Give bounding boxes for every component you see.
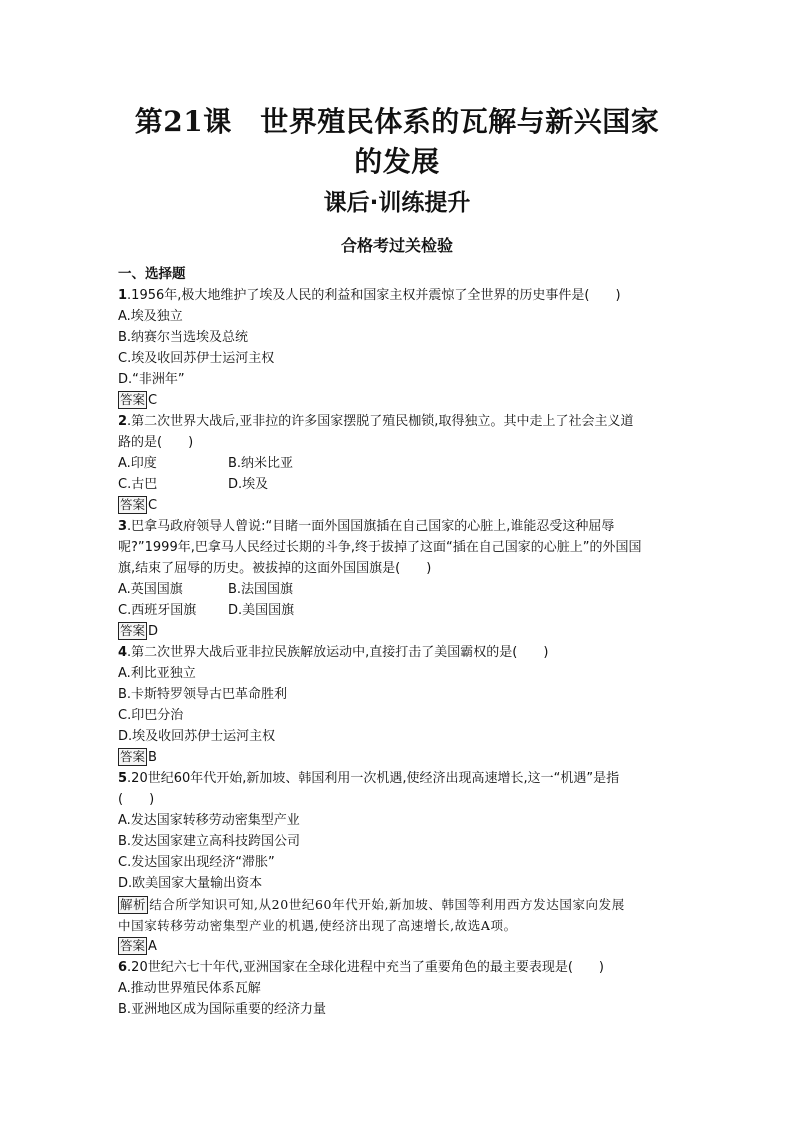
option: D.美国国旗 — [228, 603, 295, 618]
answer-value: C — [148, 498, 158, 513]
option: B.纳赛尔当选埃及总统 — [118, 330, 249, 345]
question-stem-continued: 路的是( ) — [118, 435, 194, 450]
option: B.亚洲地区成为国际重要的经济力量 — [118, 1002, 327, 1017]
analysis-tag: 解析 — [120, 897, 147, 912]
option: B.纳米比亚 — [228, 456, 294, 471]
answer-line — [118, 495, 678, 516]
answer-value: B — [148, 750, 157, 765]
answer-tag: 答案 — [120, 623, 146, 638]
answer-value: C — [148, 393, 158, 408]
analysis-line: 解析 结合所学知识可知,从20世纪60年代开始,新加坡、韩国等利用西方发达国家向发展 — [120, 897, 625, 912]
answer-tag: 答案 — [120, 497, 146, 512]
lesson-title-line-2: 的发展 — [354, 145, 440, 178]
answer-tag: 答案 — [120, 749, 146, 764]
option-row — [118, 600, 678, 621]
option: C.发达国家出现经济“滞胀” — [118, 855, 275, 870]
option: B.卡斯特罗领导古巴革命胜利 — [118, 687, 288, 702]
option: B.法国国旗 — [228, 582, 294, 597]
option: A.发达国家转移劳动密集型产业 — [118, 813, 300, 828]
option-row — [118, 474, 678, 495]
option-row — [118, 579, 678, 600]
section-title: 合格考过关检验 — [340, 236, 453, 255]
answer-tag: 答案 — [120, 938, 146, 953]
question-stem-continued: 呢?”1999年,巴拿马人民经过长期的斗争,终于拔掉了这面“插在自己国家的心脏上”的外国国 — [118, 540, 642, 555]
option-row — [118, 453, 678, 474]
part-heading: 一、选择题 — [118, 266, 186, 282]
answer-line — [118, 936, 678, 957]
option: A.利比亚独立 — [118, 666, 196, 681]
option: C.埃及收回苏伊士运河主权 — [118, 351, 275, 366]
option: A.埃及独立 — [118, 309, 183, 324]
lesson-title-line-1: 第21课 世界殖民体系的瓦解与新兴国家 — [134, 105, 660, 138]
answer-tag: 答案 — [120, 392, 146, 407]
question-stem-continued: 旗,结束了屈辱的历史。被拔掉的这面外国国旗是( ) — [118, 561, 432, 576]
answer-line — [118, 621, 678, 642]
question-2-stem: 2.第二次世界大战后,亚非拉的许多国家摆脱了殖民枷锁,取得独立。其中走上了社会主义道 — [118, 414, 634, 429]
answer-line — [118, 747, 678, 768]
question-3-stem: 3.巴拿马政府领导人曾说:“目睹一面外国国旗插在自己国家的心脏上,谁能忍受这种屈辱 — [118, 519, 615, 534]
option: C.印巴分治 — [118, 708, 184, 723]
option: A.推动世界殖民体系瓦解 — [118, 981, 261, 996]
option: B.发达国家建立高科技跨国公司 — [118, 834, 301, 849]
question-4-stem: 4.第二次世界大战后亚非拉民族解放运动中,直接打击了美国霸权的是( ) — [118, 645, 549, 660]
answer-line — [118, 390, 678, 411]
option: D.埃及 — [228, 477, 269, 492]
analysis-line-continued: 中国家转移劳动密集型产业的机遇,使经济出现了高速增长,故选A项。 — [118, 918, 517, 933]
option: D.埃及收回苏伊士运河主权 — [118, 729, 276, 744]
option: A.印度 — [118, 456, 157, 471]
question-5-stem: 5.20世纪60年代开始,新加坡、韩国利用一次机遇,使经济出现高速增长,这一“机遇”是指 — [118, 771, 620, 786]
option: D.“非洲年” — [118, 372, 185, 387]
question-stem-continued: ( ) — [118, 792, 155, 807]
option: D.欧美国家大量输出资本 — [118, 876, 263, 891]
option: A.英国国旗 — [118, 582, 183, 597]
exercise-subtitle: 课后·训练提升 — [323, 190, 471, 216]
question-1-stem: 1.1956年,极大地维护了埃及人民的利益和国家主权并震惊了全世界的历史事件是( ) — [118, 288, 621, 303]
answer-value: D — [148, 624, 159, 639]
question-list — [118, 264, 678, 1020]
question-6-stem: 6.20世纪六七十年代,亚洲国家在全球化进程中充当了重要角色的最主要表现是( ) — [118, 960, 604, 975]
option: C.古巴 — [118, 477, 158, 492]
option: C.西班牙国旗 — [118, 603, 197, 618]
answer-value: A — [148, 939, 157, 954]
